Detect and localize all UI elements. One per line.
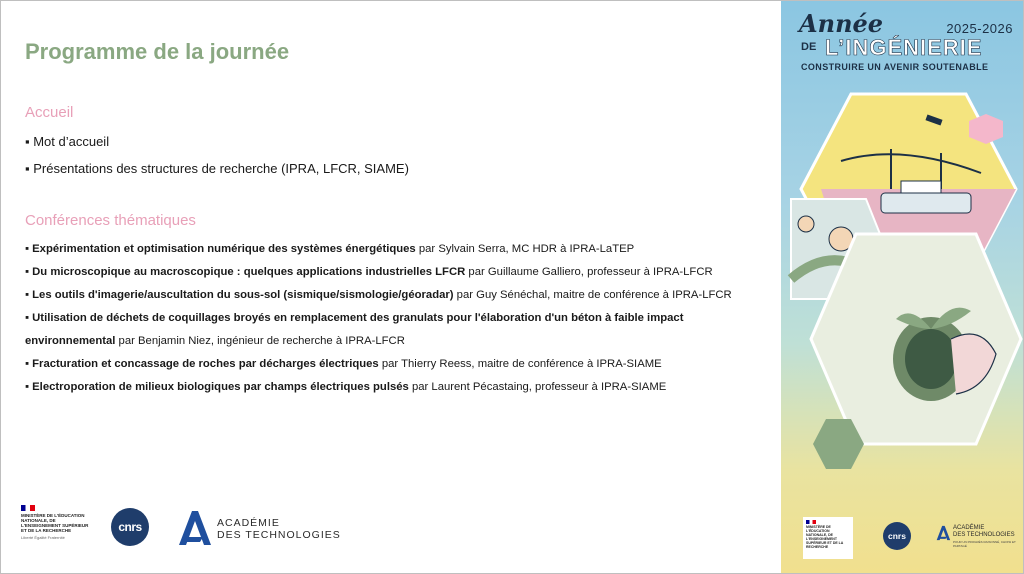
conference-title: ▪ Du microscopique au macroscopique : quelques applications industrielles LFCR [25, 266, 466, 278]
conference-speaker: par Guillaume Galliero, professeur à IPRA-LFCR [465, 266, 713, 278]
conference-item [25, 307, 745, 353]
poster-ingenierie: L’INGÉNIERIE [825, 35, 983, 60]
poster-academie-logo [935, 523, 1023, 551]
conference-speaker: par Laurent Pécastaing, professeur à IPRA-SIAME [408, 381, 667, 393]
conference-list [25, 238, 745, 399]
academie-a-icon [175, 509, 213, 547]
academie-line1: ACADÉMIE [217, 517, 280, 529]
academie-logo [175, 509, 345, 549]
footer-logos [21, 505, 341, 555]
conference-item [25, 238, 745, 261]
poster-panel [781, 1, 1023, 573]
poster-ministry-logo [803, 517, 853, 559]
poster-academie-text [953, 525, 1015, 539]
french-flag-icon [806, 520, 816, 524]
ministry-motto: Liberté Égalité Fraternité [21, 535, 65, 540]
poster-annee: Année [799, 9, 884, 38]
conference-title: ▪ Electroporation de milieux biologiques par champs électriques pulsés [25, 381, 409, 393]
poster-de: DE [801, 41, 817, 53]
conference-speaker: par Thierry Reess, maitre de conférence à IPRA-SIAME [378, 358, 662, 370]
ministry-logo [21, 505, 91, 540]
academie-line1: ACADÉMIE [953, 525, 985, 531]
poster-cnrs-logo: cnrs [883, 522, 911, 550]
section-heading-conferences: Conférences thématiques [25, 212, 196, 229]
list-item: ▪ Présentations des structures de recherche (IPRA, LFCR, SIAME) [25, 161, 409, 176]
section-heading-accueil: Accueil [25, 104, 74, 121]
poster-academie-sub: POUR UN PROGRÈS RAISONNÉ, CHOISI ET PARTAGÉ [953, 540, 1016, 548]
french-flag-icon [21, 505, 35, 511]
poster-subtitle: CONSTRUIRE UN AVENIR SOUTENABLE [801, 62, 989, 72]
conference-title: ▪ Les outils d'imagerie/auscultation du sous-sol (sismique/sismologie/géoradar) [25, 289, 454, 301]
page-title: Programme de la journée [25, 39, 290, 64]
poster-years: 2025-2026 [946, 21, 1013, 36]
conference-title: ▪ Fracturation et concassage de roches par décharges électriques [25, 358, 379, 370]
academie-line2: DES TECHNOLOGIES [217, 529, 341, 541]
conference-speaker: par Sylvain Serra, MC HDR à IPRA-LaTEP [415, 243, 635, 255]
academie-text [217, 517, 341, 541]
conference-title: ▪ Expérimentation et optimisation numérique des systèmes énergétiques [25, 243, 416, 255]
poster-logos [803, 517, 1018, 561]
list-item: ▪ Mot d’accueil [25, 134, 110, 149]
academie-line2: DES TECHNOLOGIES [953, 532, 1015, 538]
poster-ministry-name: MINISTÈRE DE L'ÉDUCATION NATIONALE, DE L'ENSEIGNEMENT SUPÉRIEUR ET DE LA RECHERCHE [806, 525, 844, 549]
cnrs-logo: cnrs [111, 508, 149, 546]
academie-a-icon [935, 523, 951, 543]
conference-item [25, 261, 745, 284]
poster-illustration [781, 89, 1023, 489]
conference-speaker: par Guy Sénéchal, maitre de conférence à IPRA-LFCR [453, 289, 732, 301]
conference-item [25, 376, 745, 399]
ministry-name: MINISTÈRE DE L'ÉDUCATION NATIONALE, DE L'ENSEIGNEMENT SUPÉRIEUR ET DE LA RECHERCHE [21, 513, 89, 533]
conference-item [25, 284, 745, 307]
conference-speaker: par Benjamin Niez, ingénieur de recherche à IPRA-LFCR [115, 335, 405, 347]
conference-title: ▪ Utilisation de déchets de coquillages broyés en remplacement des granulats pour l'élaboration d'un béton à faible impact environnemental [25, 312, 684, 347]
conference-item [25, 353, 745, 376]
